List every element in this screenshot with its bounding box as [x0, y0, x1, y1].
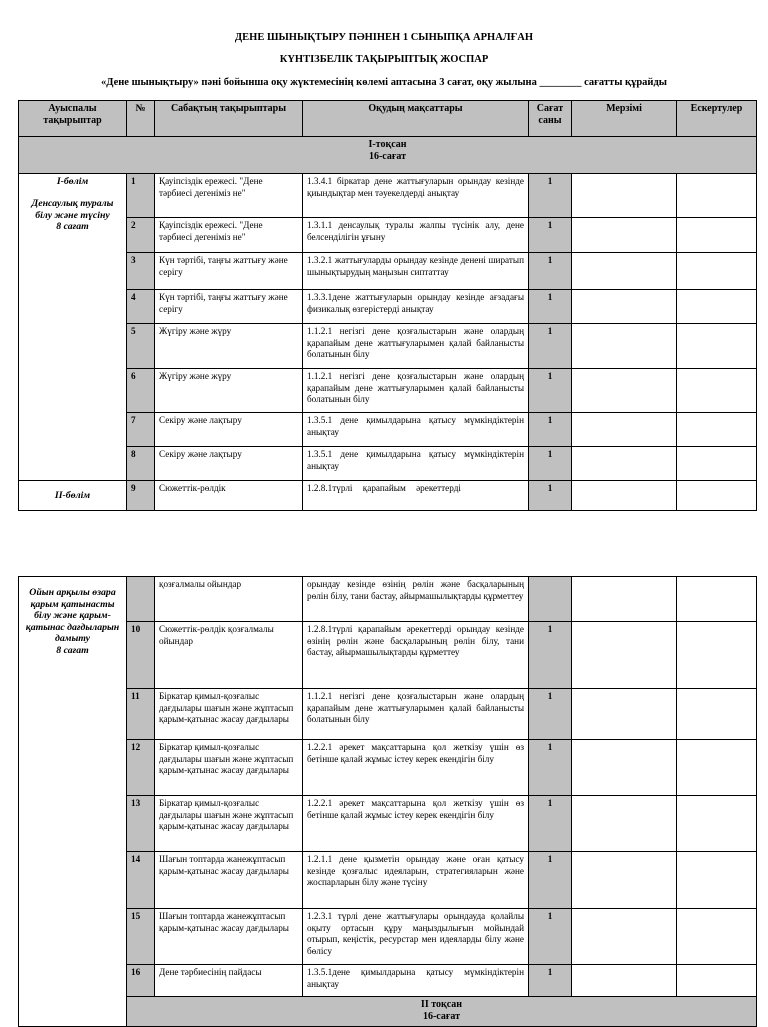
- lesson-objective: 1.2.1.1 дене қызметін орындау және оған қатысу кезінде қозғалыс идеяларын, стратегияларын және жоспарларын білу және түсіну: [303, 852, 529, 909]
- quarter-hours: 16-сағат: [422, 1010, 461, 1022]
- table-row: [19, 481, 757, 511]
- lesson-date-cell[interactable]: [572, 324, 677, 369]
- lesson-date-cell[interactable]: [572, 253, 677, 290]
- quarter-row: [19, 137, 757, 174]
- lesson-number: 16: [127, 965, 155, 997]
- table-row: [19, 796, 757, 852]
- lesson-number: 12: [127, 740, 155, 796]
- column-header-topic: Сабақтың тақырыптары: [155, 101, 303, 137]
- column-header-hours: Сағат саны: [529, 101, 572, 137]
- lesson-number: 3: [127, 253, 155, 290]
- table-row: [19, 689, 757, 740]
- lesson-topic: Біркатар қимыл-қозғалыс дағдылары шағын және жұптасып қарым-қатынас жасау дағдылары: [155, 740, 303, 796]
- lesson-hours-continued: [529, 577, 572, 622]
- lesson-notes-cell[interactable]: [677, 481, 757, 511]
- lesson-topic: Секіру және лақтыру: [155, 447, 303, 481]
- plan-table-page-2: [18, 576, 757, 1027]
- lesson-notes-cell[interactable]: [677, 852, 757, 909]
- column-header-notes: Ескертулер: [677, 101, 757, 137]
- lesson-objective: 1.2.2.1 әрекет мақсаттарына қол жеткізу үшін өз бетінше қалай жұмыс істеу керек екендігін білу: [303, 796, 529, 852]
- lesson-date-cell[interactable]: [572, 481, 677, 511]
- lesson-date-cell[interactable]: [572, 290, 677, 324]
- lesson-hours: 1: [529, 413, 572, 447]
- lesson-notes-cell[interactable]: [677, 324, 757, 369]
- lesson-date-cell[interactable]: [572, 577, 677, 622]
- lesson-objective: 1.2.8.1түрлі қарапайым әрекеттерді орындау кезінде өзінің рөлін және басқаларының рөлін білу, тани бастау, айырмашылықтарды құрметтеу: [303, 622, 529, 689]
- quarter-hours: 16-сағат: [368, 150, 407, 162]
- table-row: [19, 740, 757, 796]
- lesson-notes-cell[interactable]: [677, 218, 757, 253]
- lesson-topic: Сюжеттік-рөлдік: [155, 481, 303, 511]
- lesson-topic: Шағын топтарда жанежұптасып қарым-қатынас жасау дағдылары: [155, 852, 303, 909]
- lesson-topic: Біркатар қимыл-қозғалыс дағдылары шағын және жұптасып қарым-қатынас жасау дағдылары: [155, 689, 303, 740]
- lesson-number: 2: [127, 218, 155, 253]
- lesson-number: 5: [127, 324, 155, 369]
- lesson-topic: Шағын топтарда жанежұптасып қарым-қатынас жасау дағдылары: [155, 909, 303, 965]
- lesson-hours: 1: [529, 253, 572, 290]
- lesson-notes-cell[interactable]: [677, 622, 757, 689]
- lesson-date-cell[interactable]: [572, 174, 677, 218]
- lesson-number: 14: [127, 852, 155, 909]
- lesson-hours: 1: [529, 965, 572, 997]
- lesson-notes-cell[interactable]: [677, 965, 757, 997]
- lesson-date-cell[interactable]: [572, 413, 677, 447]
- table-row: [19, 413, 757, 447]
- quarter-2-cell: [127, 997, 757, 1027]
- section-2-label: ІІ-бөлім: [19, 481, 127, 511]
- lesson-number: 13: [127, 796, 155, 852]
- lesson-topic: Қауіпсіздік ережесі. "Дене тәрбиесі дегеніміз не": [155, 174, 303, 218]
- table-row: [19, 324, 757, 369]
- lesson-topic: Жүгіру және жүру: [155, 324, 303, 369]
- lesson-hours: 1: [529, 290, 572, 324]
- table-row: [19, 577, 757, 622]
- lesson-notes-cell[interactable]: [677, 290, 757, 324]
- lesson-topic: Күн тәртібі, таңғы жаттығу және серігу: [155, 253, 303, 290]
- table-row: [19, 909, 757, 965]
- section-hours: 8 сағат: [56, 644, 89, 656]
- lesson-objective: орындау кезінде өзінің рөлін және басқаларының рөлін білу, тани бастау, айырмашылықтарды құрметтеу: [303, 577, 529, 622]
- lesson-date-cell[interactable]: [572, 909, 677, 965]
- lesson-date-cell[interactable]: [572, 369, 677, 413]
- lesson-objective: 1.3.3.1дене жаттығуларын орындау кезінде ағзадағы физикалық өзгерістерді анықтау: [303, 290, 529, 324]
- lesson-number: 7: [127, 413, 155, 447]
- lesson-hours: 1: [529, 218, 572, 253]
- lesson-objective: 1.1.2.1 негізгі дене қозғалыстарын және олардың қарапайым дене жаттығуларымен қалай байланысты болатынын білу: [303, 324, 529, 369]
- lesson-hours: 1: [529, 324, 572, 369]
- lesson-number: 8: [127, 447, 155, 481]
- section-hours: 8 сағат: [56, 221, 89, 232]
- lesson-objective: 1.3.5.1 дене қимылдарына қатысу мүмкіндіктерін анықтау: [303, 413, 529, 447]
- section-label: І-бөлім: [56, 176, 89, 187]
- lesson-date-cell[interactable]: [572, 218, 677, 253]
- lesson-objective: 1.2.3.1 түрлі дене жаттығулары орындауда қолайлы оқыту ортасын құру маңыздылығын мойындай отырып, кеңістік, ресурстар мен идеяларды білу және бөлісу: [303, 909, 529, 965]
- table-row: [19, 174, 757, 218]
- quarter-title: I-тоқсан: [368, 139, 407, 150]
- lesson-hours: 1: [529, 852, 572, 909]
- table-row: [19, 290, 757, 324]
- lesson-topic: Күн тәртібі, таңғы жаттығу және серігу: [155, 290, 303, 324]
- lesson-notes-cell[interactable]: [677, 253, 757, 290]
- lesson-topic: Қауіпсіздік ережесі. "Дене тәрбиесі дегеніміз не": [155, 218, 303, 253]
- lesson-hours: 1: [529, 740, 572, 796]
- lesson-number: 11: [127, 689, 155, 740]
- table-row: [19, 852, 757, 909]
- lesson-objective: 1.3.2.1 жаттығуларды орындау кезінде денені ширатып шынықтырудың маңызын сиптаттау: [303, 253, 529, 290]
- lesson-topic: қозғалмалы ойындар: [155, 577, 303, 622]
- column-header-objectives: Оқудың мақсаттары: [303, 101, 529, 137]
- lesson-objective: 1.3.5.1дене қимылдарына қатысу мүмкіндіктерін анықтау: [303, 965, 529, 997]
- lesson-number: 1: [127, 174, 155, 218]
- lesson-notes-cell[interactable]: [677, 796, 757, 852]
- lesson-date-cell[interactable]: [572, 447, 677, 481]
- table-row: [19, 447, 757, 481]
- document-subtitle: КҮНТІЗБЕЛІК ТАҚЫРЫПТЫҚ ЖОСПАР: [279, 54, 489, 65]
- lesson-notes-cell[interactable]: [677, 909, 757, 965]
- lesson-hours: 1: [529, 369, 572, 413]
- lesson-date-cell[interactable]: [572, 965, 677, 997]
- lesson-date-cell[interactable]: [572, 740, 677, 796]
- lesson-objective: 1.3.4.1 біркатар дене жаттығуларын орындау кезінде қиындықтар мен тәуекелдерді анықтау: [303, 174, 529, 218]
- lesson-number: 15: [127, 909, 155, 965]
- section-name: Денсаулық туралы білу және түсіну: [31, 198, 114, 221]
- lesson-objective: 1.2.2.1 әрекет мақсаттарына қол жеткізу үшін өз бетінше қалай жұмыс істеу керек екендігін білу: [303, 740, 529, 796]
- quarter-row: [19, 997, 757, 1027]
- document-title: ДЕНЕ ШЫНЫҚТЫРУ ПӘНІНЕН 1 СЫНЫПҚА АРНАЛҒАН: [234, 32, 534, 43]
- lesson-hours: 1: [529, 909, 572, 965]
- lesson-topic: Сюжеттік-рөлдік қозғалмалы ойындар: [155, 622, 303, 689]
- lesson-notes-cell[interactable]: [677, 447, 757, 481]
- lesson-number: 9: [127, 481, 155, 511]
- table-row: [19, 622, 757, 689]
- lesson-hours: 1: [529, 481, 572, 511]
- table-header-row: [19, 101, 757, 137]
- lesson-number: 4: [127, 290, 155, 324]
- lesson-hours: 1: [529, 622, 572, 689]
- lesson-objective: 1.3.1.1 денсаулық туралы жалпы түсінік алу, дене белсенділігін ұғыну: [303, 218, 529, 253]
- lesson-objective: 1.1.2.1 негізгі дене қозғалыстарын және олардың қарапайым дене жаттығуларымен қалай байланысты болатынын білу: [303, 369, 529, 413]
- lesson-hours: 1: [529, 796, 572, 852]
- table-row: [19, 253, 757, 290]
- lesson-hours: 1: [529, 447, 572, 481]
- lesson-topic: Секіру және лақтыру: [155, 413, 303, 447]
- lesson-notes-cell[interactable]: [677, 689, 757, 740]
- table-row: [19, 218, 757, 253]
- lesson-topic: Біркатар қимыл-қозғалыс дағдылары шағын және жұптасып қарым-қатынас жасау дағдылары: [155, 796, 303, 852]
- lesson-number: 6: [127, 369, 155, 413]
- plan-table-page-1: [18, 100, 757, 511]
- quarter-1-cell: [19, 137, 757, 174]
- lesson-objective: 1.2.8.1түрлі қарапайым әрекеттерді: [303, 481, 529, 511]
- column-header-number: №: [127, 101, 155, 137]
- lesson-objective: 1.3.5.1 дене қимылдарына қатысу мүмкіндіктерін анықтау: [303, 447, 529, 481]
- table-row: [19, 369, 757, 413]
- lesson-notes-cell[interactable]: [677, 577, 757, 622]
- workload-note: «Дене шынықтыру» пәні бойынша оқу жүктемесінің көлемі аптасына 3 сағат, оқу жылына ________ сағатты құрайды: [101, 77, 667, 88]
- lesson-number-continued: [127, 577, 155, 622]
- lesson-objective: 1.1.2.1 негізгі дене қозғалыстарын және олардың қарапайым дене жаттығуларымен қалай байланысты болатынын білу: [303, 689, 529, 740]
- lesson-date-cell[interactable]: [572, 689, 677, 740]
- lesson-hours: 1: [529, 689, 572, 740]
- lesson-date-cell[interactable]: [572, 622, 677, 689]
- lesson-notes-cell[interactable]: [677, 740, 757, 796]
- column-header-date: Мерзімі: [572, 101, 677, 137]
- lesson-number: 10: [127, 622, 155, 689]
- lesson-topic: Дене тәрбиесінің пайдасы: [155, 965, 303, 997]
- lesson-notes-cell[interactable]: [677, 413, 757, 447]
- lesson-date-cell[interactable]: [572, 796, 677, 852]
- lesson-notes-cell[interactable]: [677, 369, 757, 413]
- table-row: [19, 965, 757, 997]
- lesson-notes-cell[interactable]: [677, 174, 757, 218]
- section-2-cell: [19, 577, 127, 1027]
- lesson-date-cell[interactable]: [572, 852, 677, 909]
- lesson-hours: 1: [529, 174, 572, 218]
- quarter-title: ІІ тоқсан: [420, 999, 463, 1010]
- lesson-topic: Жүгіру және жүру: [155, 369, 303, 413]
- section-name: Ойын арқылы өзара қарым қатынасты білу және қарым-қатынас дағдыларын дамыту: [25, 587, 120, 644]
- column-header-section: Ауыспалы тақырыптар: [19, 101, 127, 137]
- section-1-cell: [19, 174, 127, 481]
